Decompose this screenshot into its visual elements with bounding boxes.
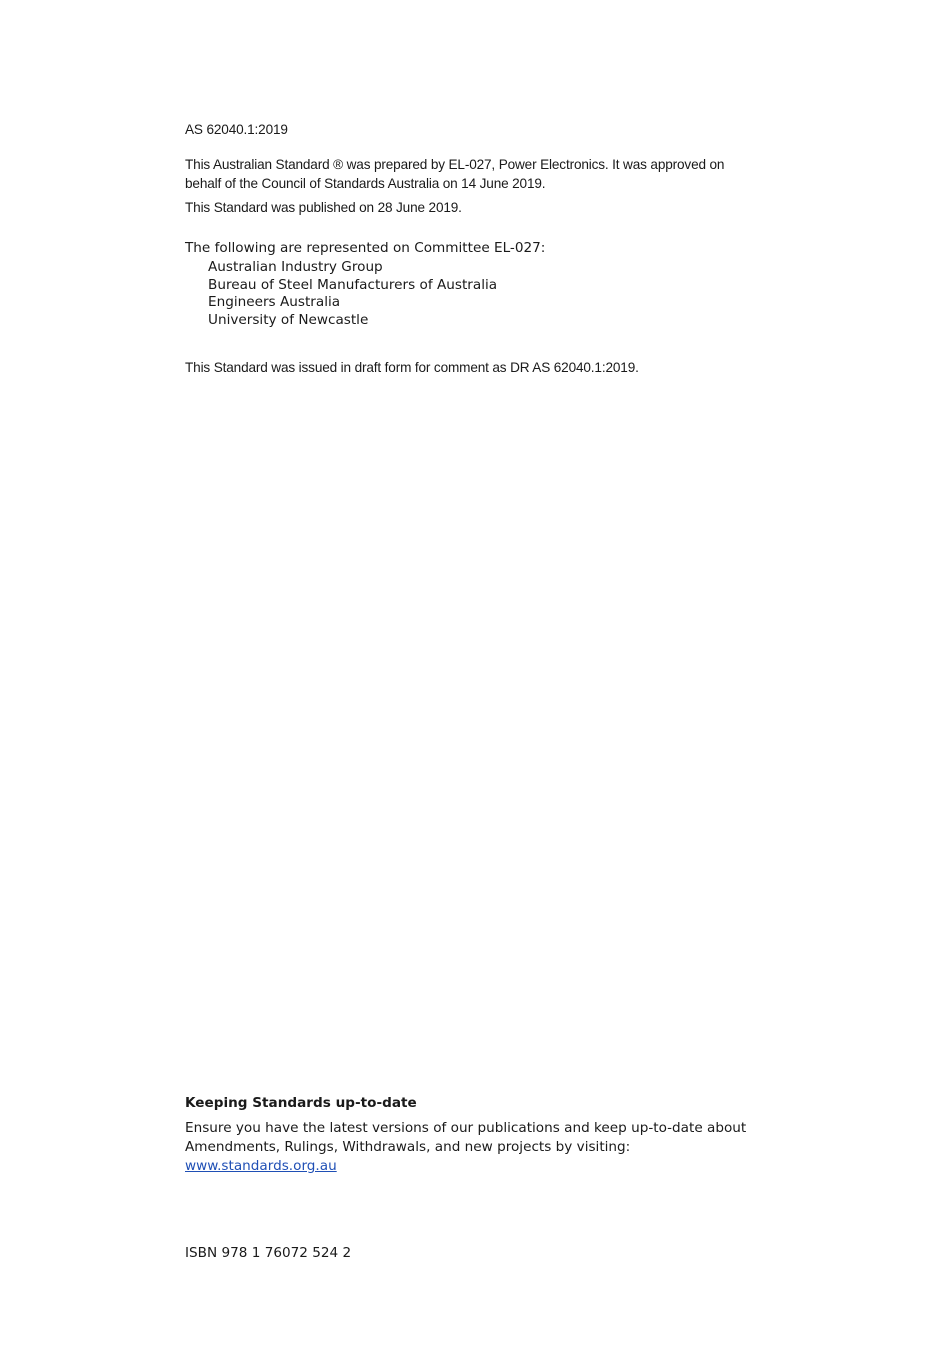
draft-note: This Standard was issued in draft form for comment as DR AS 62040.1:2019. bbox=[185, 360, 639, 375]
standard-designation: AS 62040.1:2019 bbox=[185, 122, 288, 137]
committee-member: University of Newcastle bbox=[208, 311, 369, 328]
keeping-up-to-date-line-1: Ensure you have the latest versions of our publications and keep up-to-date about bbox=[185, 1120, 747, 1136]
committee-members-list bbox=[208, 259, 497, 329]
preparation-line-2: behalf of the Council of Standards Australia on 14 June 2019. bbox=[185, 176, 546, 191]
committee-intro: The following are represented on Committee EL-027: bbox=[185, 240, 546, 256]
committee-member: Engineers Australia bbox=[208, 294, 341, 310]
publication-date-statement: This Standard was published on 28 June 2019. bbox=[185, 200, 462, 215]
keeping-up-to-date-line-2: Amendments, Rulings, Withdrawals, and new projects by visiting: bbox=[185, 1139, 631, 1155]
committee-member: Australian Industry Group bbox=[208, 259, 383, 275]
keeping-up-to-date-body bbox=[185, 1119, 746, 1176]
standards-website-link[interactable]: www.standards.org.au bbox=[185, 1158, 337, 1174]
isbn: ISBN 978 1 76072 524 2 bbox=[185, 1245, 352, 1261]
preparation-statement bbox=[185, 155, 724, 193]
keeping-up-to-date-heading: Keeping Standards up-to-date bbox=[185, 1095, 417, 1111]
committee-member: Bureau of Steel Manufacturers of Australia bbox=[208, 276, 498, 293]
preparation-line-1: This Australian Standard ® was prepared by EL-027, Power Electronics. It was approved on bbox=[185, 157, 725, 172]
